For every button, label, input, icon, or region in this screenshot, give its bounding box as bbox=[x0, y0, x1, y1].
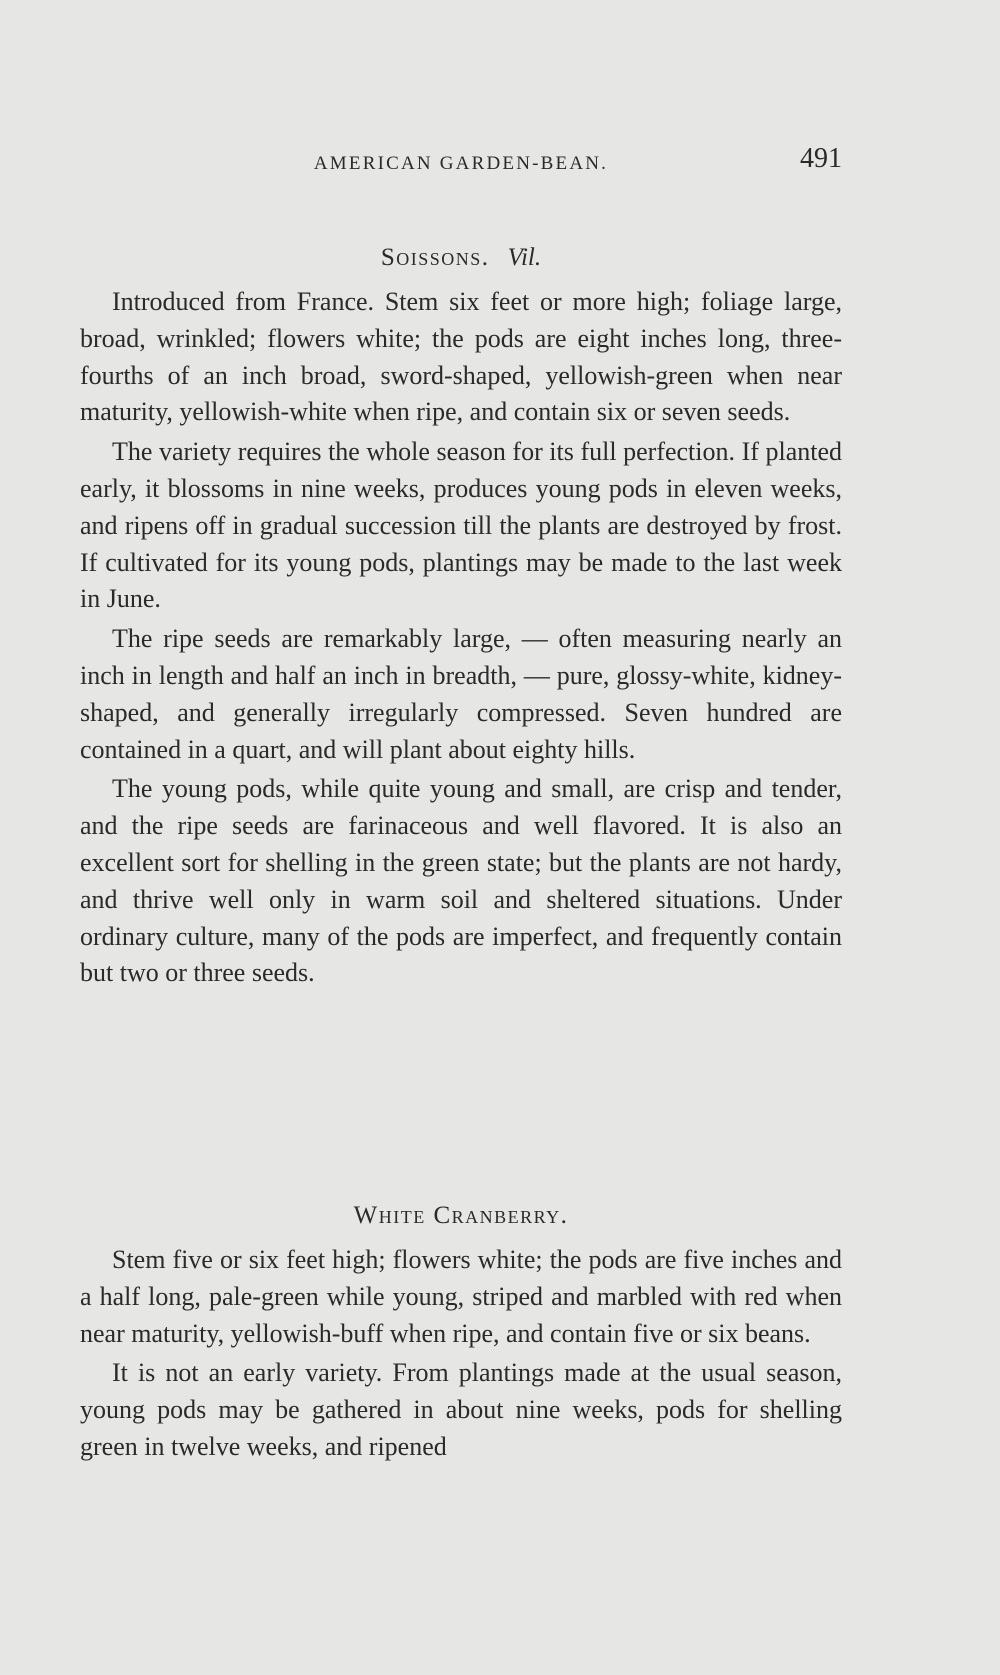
section-soissons bbox=[80, 240, 842, 995]
page-number: 491 bbox=[800, 143, 842, 174]
variety-name: Soissons. bbox=[380, 244, 490, 271]
variety-authority: Vil. bbox=[507, 244, 542, 271]
running-title: AMERICAN GARDEN-BEAN. bbox=[313, 153, 609, 174]
variety-name: White Cranberry. bbox=[353, 1202, 569, 1229]
paragraph: The ripe seeds are remarkably large, — often measuring nearly an inch in length and half an inch in breadth, — pure, glossy-white, kidney-shaped, and generally irregularly compressed. Seven hundred are contained in a quart, and will plant about eighty hills. bbox=[80, 624, 842, 764]
paragraph: It is not an early variety. From plantings made at the usual season, young pods may be gathered in about nine weeks, pods for shelling green in twelve weeks, and ripened bbox=[80, 1358, 842, 1461]
section-white-cranberry bbox=[80, 1198, 842, 1469]
section-heading bbox=[80, 1198, 842, 1234]
paragraph: Stem five or six feet high; flowers white; the pods are five inches and a half long, pale-green while young, striped and marbled with red when near maturity, yellowish-buff when ripe, and contain five or six beans. bbox=[80, 1245, 842, 1348]
section-heading bbox=[80, 240, 842, 276]
paragraph: Introduced from France. Stem six feet or more high; foliage large, broad, wrinkled; flowers white; the pods are eight inches long, three-fourths of an inch broad, sword-shaped, yellowish-green when near maturity, yellowish-white when ripe, and contain six or seven seeds. bbox=[80, 287, 842, 427]
paragraph: The young pods, while quite young and small, are crisp and tender, and the ripe seeds are farinaceous and well flavored. It is also an excellent sort for shelling in the green state; but the plants are not hardy, and thrive well only in warm soil and sheltered situations. Under ordinary culture, many of the pods are imperfect, and frequently contain but two or three seeds. bbox=[80, 774, 842, 988]
paragraph: The variety requires the whole season for its full perfection. If planted early, it blossoms in nine weeks, produces young pods in eleven weeks, and ripens off in gradual succession till the plants are destroyed by frost. If cultivated for its young pods, plantings may be made to the last week in June. bbox=[80, 437, 842, 614]
running-header bbox=[80, 143, 842, 183]
